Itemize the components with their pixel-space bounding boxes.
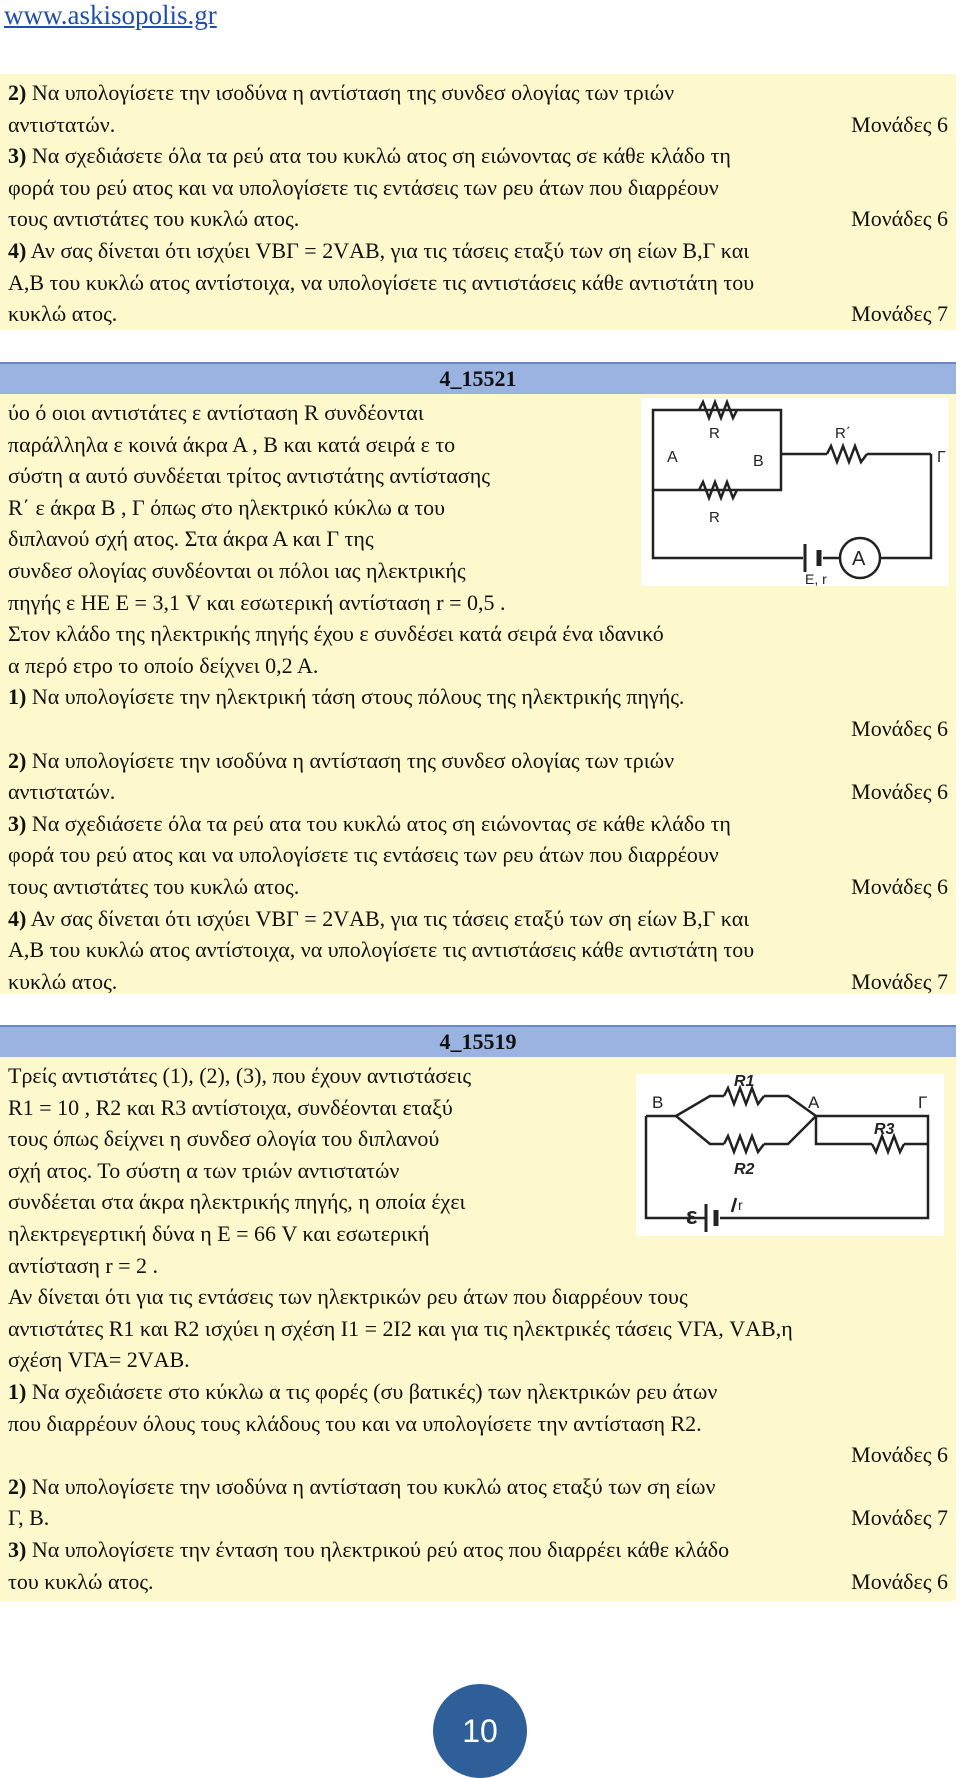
- text-line: [8, 1314, 948, 1344]
- text-line: [8, 935, 948, 965]
- fig2-label-r2: R2: [734, 1161, 755, 1178]
- line-text: κυκλώ ατος.: [8, 968, 118, 994]
- line-text: Να σχεδιάσετε στο κύκλω α τις φορές (συ βατικές) των ηλεκτρικών ρευ άτων: [26, 1379, 718, 1404]
- line-text: αντιστατών.: [8, 779, 116, 805]
- text-line: [8, 1567, 948, 1597]
- problem-code-15521: 4_15521: [0, 362, 956, 394]
- fig-label-r-bottom: R: [709, 509, 720, 526]
- fig2-label-r: r: [738, 1197, 743, 1213]
- line-text: αντιστατών.: [8, 111, 116, 137]
- line-text: τους όπως δείχνει η συνδεσ ολογία του διπλανού: [8, 1126, 440, 1152]
- text-line: [8, 1535, 948, 1565]
- marks-label: Μονάδες 7: [851, 301, 948, 327]
- text-line: [8, 299, 948, 329]
- text-line: [8, 588, 948, 618]
- text-line: [8, 714, 948, 744]
- line-text: Α,Β του κυκλώ ατος αντίστοιχα, να υπολογίσετε τις αντιστάσεις κάθε αντιστάτη του: [8, 937, 755, 963]
- text-line: [8, 1440, 948, 1470]
- text-line: [8, 746, 948, 776]
- circuit-figure-15519: [636, 1074, 944, 1236]
- line-text: Να υπολογίσετε την ένταση του ηλεκτρικού ρεύ ατος που διαρρέει κάθε κλάδο: [26, 1537, 730, 1562]
- question-number: 1): [8, 684, 27, 710]
- line-text: Να σχεδιάσετε όλα τα ρεύ ατα του κυκλώ ατος ση ειώνοντας σε κάθε κλάδο τη: [26, 810, 731, 836]
- fig-label-g: Γ: [937, 449, 946, 466]
- line-text: που διαρρέουν όλους τους κλάδους του και να υπολογίσετε την αντίσταση R2.: [8, 1410, 702, 1436]
- line-text: σχέση VΓΑ= 2VΑΒ.: [8, 1347, 190, 1373]
- question-number: 4): [8, 238, 27, 263]
- line-text: Α,Β του κυκλώ ατος αντίστοιχα, να υπολογίσετε τις αντιστάσεις κάθε αντιστάτη του: [8, 269, 755, 295]
- line-text: του κυκλώ ατος.: [8, 1568, 154, 1594]
- line-text: ύο ό οιοι αντιστάτες ε αντίσταση R συνδέονται: [8, 400, 424, 425]
- text-line: [8, 78, 948, 108]
- line-text: αντιστάτες R1 και R2 ισχύει η σχέση I1 = 2I2 και για τις ηλεκτρικές τάσεις VΓΑ, VΑΒ,η: [8, 1315, 793, 1341]
- marks-label: Μονάδες 6: [851, 206, 948, 232]
- marks-label: Μονάδες 6: [851, 111, 948, 137]
- marks-label: Μονάδες 6: [851, 779, 948, 805]
- line-text: Να σχεδιάσετε όλα τα ρεύ ατα του κυκλώ ατος ση ειώνοντας σε κάθε κλάδο τη: [26, 143, 731, 169]
- fig-label-er: E, r: [805, 571, 827, 586]
- marks-label: Μονάδες 6: [851, 1442, 948, 1468]
- text-line: [8, 1345, 948, 1375]
- marks-label: Μονάδες 7: [851, 1505, 948, 1531]
- line-text: Στον κλάδο της ηλεκτρικής πηγής έχου ε συνδέσει κατά σειρά ένα ιδανικό: [8, 621, 664, 647]
- text-line: [8, 619, 948, 649]
- line-text: αντίσταση r = 2 .: [8, 1252, 159, 1278]
- line-text: σχή ατος. Το σύστη α των τριών αντιστατών: [8, 1157, 400, 1183]
- marks-label: Μονάδες 7: [851, 968, 948, 994]
- line-text: Αν σας δίνεται ότι ισχύει VΒΓ = 2VΑΒ, για τις τάσεις εταξύ των ση είων Β,Γ και: [26, 905, 750, 931]
- line-text: φορά του ρεύ ατος και να υπολογίσετε τις εντάσεις των ρευ άτων που διαρρέουν: [8, 842, 719, 868]
- question-number: 1): [8, 1379, 27, 1404]
- text-line: [8, 1251, 948, 1281]
- line-text: Αν δίνεται ότι για τις εντάσεις των ηλεκτρικών ρευ άτων που διαρρέουν τους: [8, 1284, 688, 1310]
- line-text: σύστη α αυτό συνδέεται τρίτος αντιστάτης αντίστασης: [8, 463, 490, 489]
- problem-code-15519: 4_15519: [0, 1025, 956, 1057]
- line-text: Να υπολογίσετε την ισοδύνα η αντίσταση της συνδεσ ολογίας των τριών: [26, 747, 675, 773]
- line-text: τους αντιστάτες του κυκλώ ατος.: [8, 206, 300, 232]
- line-text: τους αντιστάτες του κυκλώ ατος.: [8, 874, 300, 899]
- text-line: [8, 1282, 948, 1312]
- text-line: [8, 1472, 948, 1502]
- circuit-figure-15521: [641, 398, 949, 586]
- text-line: [8, 1377, 948, 1407]
- text-line: [8, 840, 948, 870]
- line-text: παράλληλα ε κοινά άκρα Α , Β και κατά σειρά ε το: [8, 431, 456, 457]
- fig-label-b: Β: [753, 453, 764, 470]
- line-text: Να υπολογίσετε την ισοδύνα η αντίσταση του κυκλώ ατος εταξύ των ση είων: [26, 1473, 716, 1499]
- text-line: [8, 809, 948, 839]
- line-text: Αν σας δίνεται ότι ισχύει VΒΓ = 2VΑΒ, για τις τάσεις εταξύ των ση είων Β,Γ και: [26, 238, 750, 263]
- text-line: [8, 141, 948, 171]
- fig2-label-e: ε: [686, 1203, 698, 1230]
- fig2-label-r3: R3: [874, 1121, 895, 1138]
- text-line: [8, 204, 948, 234]
- page-number-badge: 10: [433, 1684, 527, 1778]
- fig-label-r-top: R: [709, 425, 720, 442]
- text-line: [8, 904, 948, 934]
- line-text: Τρείς αντιστάτες (1), (2), (3), που έχουν αντιστάσεις: [8, 1063, 472, 1088]
- question-number: 3): [8, 810, 27, 836]
- text-line: [8, 110, 948, 140]
- fig-label-ammeter: A: [852, 548, 866, 570]
- text-line: [8, 1409, 948, 1439]
- fig2-label-a: Α: [808, 1093, 820, 1112]
- line-text: R΄ ε άκρα Β , Γ όπως στο ηλεκτρικό κύκλω α του: [8, 494, 446, 520]
- line-text: ηλεκτρεγερτική δύνα η Ε = 66 V και εσωτερική: [8, 1221, 430, 1246]
- question-number: 3): [8, 143, 27, 169]
- line-text: Να υπολογίσετε την ηλεκτρική τάση στους πόλους της ηλεκτρικής πηγής.: [26, 684, 685, 710]
- text-line: [8, 872, 948, 902]
- marks-label: Μονάδες 6: [851, 1568, 948, 1594]
- line-text: διπλανού σχή ατος. Στα άκρα Α και Γ της: [8, 526, 374, 552]
- text-line: [8, 173, 948, 203]
- line-text: α περό ετρο το οποίο δείχνει 0,2 Α.: [8, 652, 319, 678]
- question-number: 2): [8, 747, 27, 773]
- text-line: [8, 777, 948, 807]
- fig-label-a: Α: [667, 449, 678, 466]
- fig2-label-b: Β: [652, 1093, 664, 1112]
- fig2-label-g: Γ: [918, 1093, 928, 1112]
- line-text: συνδεσ ολογίας συνδέονται οι πόλοι ιας ηλεκτρικής: [8, 558, 466, 583]
- fig-label-r-prime: R΄: [835, 425, 851, 442]
- question-number: 2): [8, 1473, 27, 1499]
- line-text: Να υπολογίσετε την ισοδύνα η αντίσταση της συνδεσ ολογίας των τριών: [26, 80, 675, 105]
- question-number: 2): [8, 80, 27, 105]
- text-line: [8, 1503, 948, 1533]
- question-number: 3): [8, 1537, 27, 1562]
- text-line: [8, 967, 948, 997]
- marks-label: Μονάδες 6: [851, 874, 948, 899]
- site-link[interactable]: www.askisopolis.gr: [4, 0, 217, 30]
- line-text: Γ, Β.: [8, 1505, 50, 1531]
- line-text: R1 = 10 , R2 και R3 αντίστοιχα, συνδέονται εταξύ: [8, 1094, 453, 1120]
- text-line: [8, 236, 948, 266]
- line-text: συνδέεται στα άκρα ηλεκτρικής πηγής, η οποία έχει: [8, 1189, 466, 1215]
- text-line: [8, 682, 948, 712]
- text-line: [8, 651, 948, 681]
- marks-label: Μονάδες 6: [851, 716, 948, 741]
- line-text: κυκλώ ατος.: [8, 301, 118, 327]
- text-line: [8, 268, 948, 298]
- question-number: 4): [8, 905, 27, 931]
- line-text: φορά του ρεύ ατος και να υπολογίσετε τις εντάσεις των ρευ άτων που διαρρέουν: [8, 174, 719, 200]
- fig2-label-r1: R1: [734, 1074, 755, 1090]
- line-text: πηγής ε ΗΕ Ε = 3,1 V και εσωτερική αντίσταση r = 0,5 .: [8, 589, 506, 615]
